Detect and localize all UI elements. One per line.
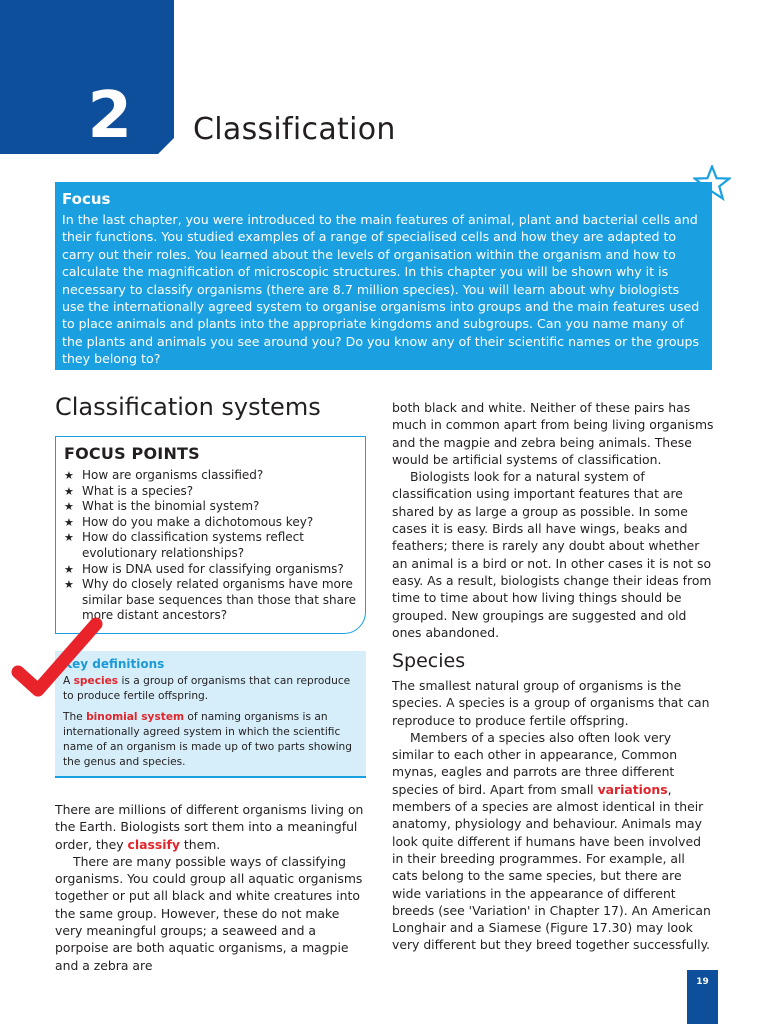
star-bullet-icon: ★: [64, 484, 74, 498]
focus-text: In the last chapter, you were introduced to the main features of animal, plant and bacterial cells and their functions. You studied examples of a range of specialised cells and how they are adapted to carry out their roles. You learned about the levels of organisation within the organism and how to calculate the magnification of microscopic structures. In this chapter you will be shown why it is necessary to classify organisms (there are 8.7 million species). You will learn about why biologists use the internationally agreed system to organise organisms into groups and the main features used to place animals and plants into the appropriate kingdoms and subgroups. Can you name many of the plants and animals you see around you? Do you know any of their scientific names or the groups they belong to?: [62, 212, 700, 367]
key-definitions-title: Key definitions: [63, 657, 165, 671]
definition-species: A species is a group of organisms that can reproduce to produce fertile offspring.: [63, 675, 351, 702]
focus-point-item: ★ How are organisms classified?: [64, 468, 264, 482]
left-paragraph-1: There are millions of different organisms living on the Earth. Biologists sort them into a meaningful order, they classify them.: [55, 802, 364, 852]
term-classify: classify: [127, 836, 180, 852]
star-bullet-icon: ★: [64, 562, 74, 576]
right-column-body-top: [392, 399, 714, 641]
focus-points-list: [64, 468, 357, 624]
species-heading: Species: [392, 650, 466, 672]
focus-point-item: ★ What is a species?: [64, 483, 194, 498]
focus-title: Focus: [62, 190, 111, 208]
star-bullet-icon: ★: [64, 578, 74, 592]
red-checkmark-icon: [8, 610, 104, 698]
focus-point-item: ★ How do classification systems reflect evolutionary relationships?: [64, 530, 304, 560]
right-paragraph-1: both black and white. Neither of these pairs has much in common apart from being living organisms and the magpie and zebra being animals. These would be artificial systems of classification.: [392, 400, 714, 467]
definition-binomial-system: The binomial system of naming organisms is an internationally agreed system in which the scientific name of an organism is made up of two parts showing the genus and species.: [63, 711, 352, 768]
star-outline-icon: [693, 165, 731, 201]
section-title: Classification systems: [55, 393, 321, 421]
focus-point-item: ★ What is the binomial system?: [64, 499, 260, 514]
left-paragraph-2: There are many possible ways of classifying organisms. You could group all aquatic organisms together or put all black and white creatures into the same group. However, these do not make very meaningful groups; a seaweed and a porpoise are both aquatic organisms, a magpie and a zebra are: [55, 853, 363, 973]
chapter-number: 2: [87, 79, 132, 153]
focus-points-title: FOCUS POINTS: [64, 444, 200, 463]
left-column-body: [55, 801, 367, 974]
focus-box: [55, 182, 712, 370]
term-binomial-system: binomial system: [86, 711, 185, 723]
term-variations: variations: [597, 781, 668, 797]
page-number: 19: [696, 977, 709, 987]
focus-point-item: ★ Why do closely related organisms have more similar base sequences than those that share more distant ancestors?: [64, 577, 356, 623]
chapter-title: Classification: [193, 112, 396, 147]
focus-points-box: [55, 436, 366, 634]
term-species: species: [73, 675, 119, 687]
star-bullet-icon: ★: [64, 515, 74, 529]
star-bullet-icon: ★: [64, 469, 74, 482]
right-paragraph-2: Biologists look for a natural system of classification using important features that are shared by as large a group as possible. In some cases it is easy. Birds all have wings, beaks and feathers; there is rarely any doubt about whether an animal is a bird or not. In other cases it is not so easy. As a result, biologists change their ideas from time to time about how living things should be grouped. New groupings are suggested and old ones abandoned.: [392, 469, 712, 640]
focus-point-item: ★ How is DNA used for classifying organisms?: [64, 561, 344, 576]
star-bullet-icon: ★: [64, 531, 74, 545]
right-paragraph-4: Members of a species also often look very similar to each other in appearance, Common mynas, eagles and parrots are three different species of bird. Apart from small variations, members of a species are almost identical in their anatomy, physiology and behaviour. Animals may look quite different if humans have been involved in their breeding programmes. For example, all cats belong to the same species, but there are wide variations in the appearance of different breeds (see 'Variation' in Chapter 17). An American Longhair and a Siamese (Figure 17.30) may look very different but they breed together successfully.: [392, 729, 711, 953]
right-paragraph-3: The smallest natural group of organisms is the species. A species is a group of organisms that can reproduce to produce fertile offspring.: [392, 678, 710, 728]
right-column-body-species: [392, 677, 714, 954]
star-bullet-icon: ★: [64, 500, 74, 514]
focus-point-item: ★ How do you make a dichotomous key?: [64, 514, 314, 529]
